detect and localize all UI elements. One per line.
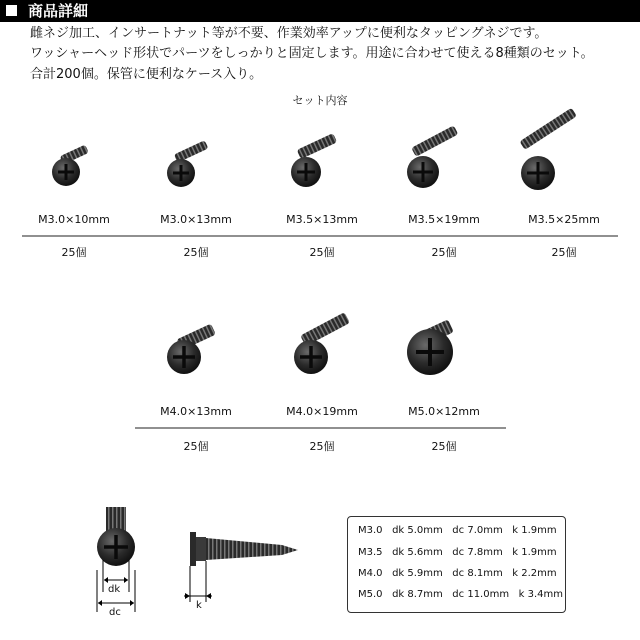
size-label: M3.5×25mm (528, 213, 600, 226)
size-label: M3.5×19mm (408, 213, 480, 226)
dc-label: dc (109, 607, 121, 618)
size-label: M4.0×13mm (160, 405, 232, 418)
dimension-row: M5.0 dk 8.7mm dc 11.0mm k 3.4mm (358, 589, 563, 600)
dimension-diagram-side (184, 532, 298, 602)
dimension-diagram-front (97, 507, 135, 612)
size-label: M4.0×19mm (286, 405, 358, 418)
qty-label: 25個 (309, 440, 335, 453)
dimension-row: M3.5 dk 5.6mm dc 7.8mm k 1.9mm (358, 547, 557, 558)
screw-m50x12-icon (407, 319, 454, 375)
screw-m35x19-icon (407, 125, 458, 188)
qty-label: 25個 (183, 246, 209, 259)
size-label: M3.5×13mm (286, 213, 358, 226)
set-contents-label: セット内容 (292, 94, 348, 107)
intro-line-2: ワッシャーヘッド形状でパーツをしっかりと固定します。用途に合わせて使える8種類のセット。 (30, 46, 594, 61)
section-title: 商品詳細 (28, 2, 89, 20)
intro-line-3: 合計200個。保管に便利なケース入り。 (30, 67, 263, 82)
screw-m35x13-icon (291, 133, 337, 187)
screw-m40x13-icon (167, 324, 216, 374)
screw-m30x10-icon (52, 145, 89, 186)
size-label: M5.0×12mm (408, 405, 480, 418)
dk-label: dk (108, 584, 121, 595)
screw-m30x13-icon (167, 140, 208, 187)
screw-m35x25-icon (519, 108, 576, 190)
qty-label: 25個 (309, 246, 335, 259)
size-label: M3.0×10mm (38, 213, 110, 226)
k-label: k (196, 600, 202, 611)
dimension-row: M3.0 dk 5.0mm dc 7.0mm k 1.9mm (358, 525, 557, 536)
dimensions-table (347, 516, 566, 613)
intro-line-1: 雌ネジ加工、インサートナット等が不要、作業効率アップに便利なタッピングネジです。 (30, 26, 548, 41)
dimension-row: M4.0 dk 5.9mm dc 8.1mm k 2.2mm (358, 568, 557, 579)
qty-label: 25個 (61, 246, 87, 259)
qty-label: 25個 (431, 246, 457, 259)
qty-label: 25個 (431, 440, 457, 453)
size-label: M3.0×13mm (160, 213, 232, 226)
qty-label: 25個 (183, 440, 209, 453)
qty-label: 25個 (551, 246, 577, 259)
screw-m40x19-icon (294, 312, 350, 374)
